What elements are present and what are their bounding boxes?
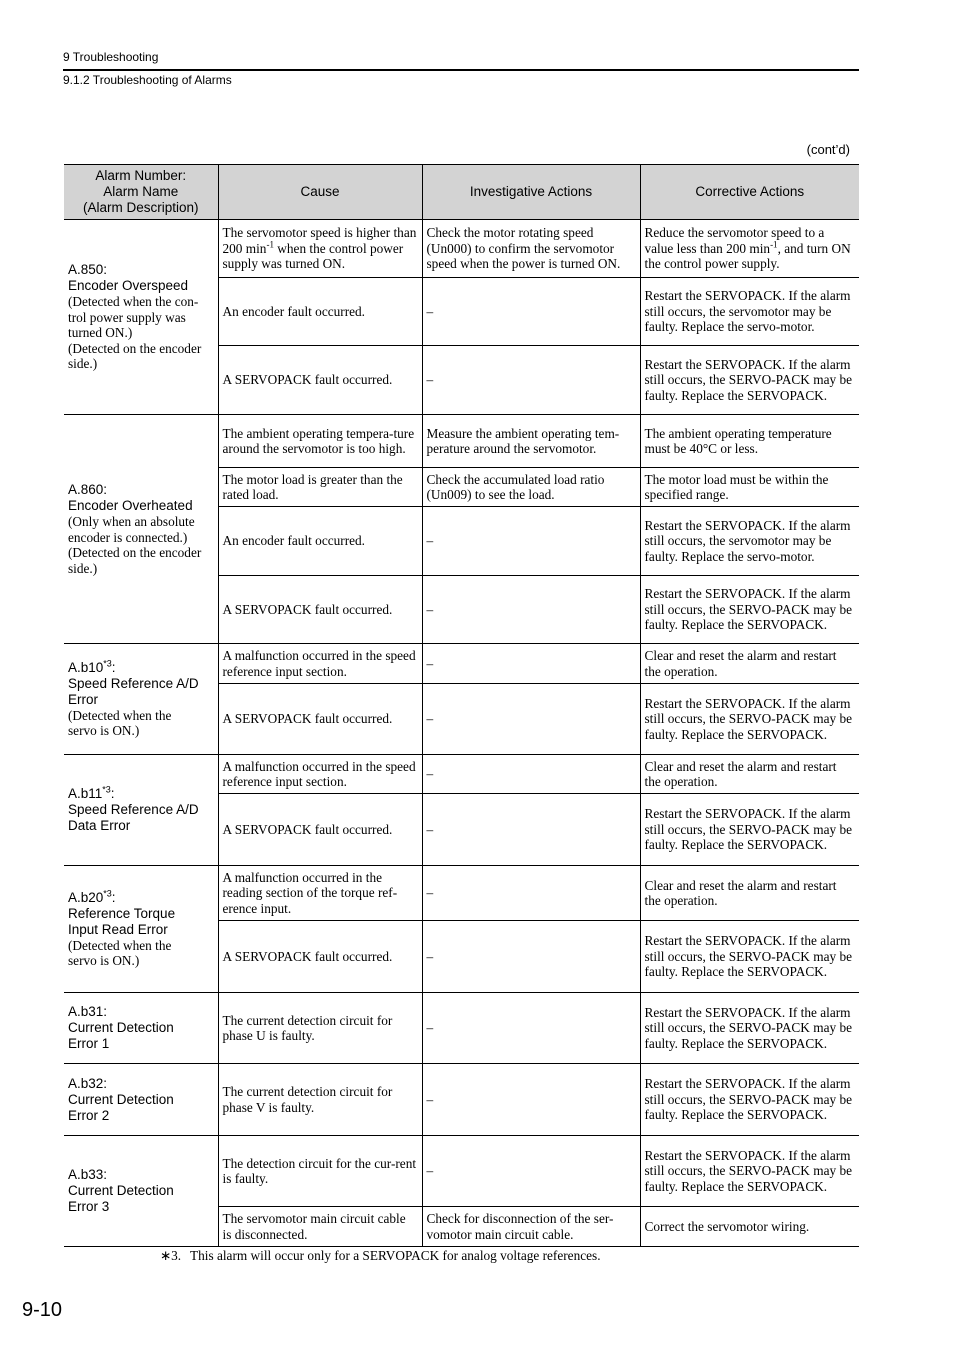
alarm-code-text: A.b20 (68, 889, 104, 905)
investigative-cell: – (422, 921, 640, 993)
table-row (64, 644, 859, 684)
column-header-investigative: Investigative Actions (422, 165, 640, 220)
alarm-cell (64, 866, 218, 993)
alarm-cell (64, 415, 218, 644)
corrective-cell: Correct the servomotor wiring. (640, 1207, 859, 1247)
footnote-text: This alarm will occur only for a SERVOPACK for analog voltage references. (190, 1248, 601, 1263)
alarm-description: (Only when an absolute encoder is connected.) (Detected on the encoder side.) (68, 514, 202, 576)
investigative-cell: Check the motor rotating speed (Un000) to confirm the servomotor speed when the power is turned ON. (422, 220, 640, 278)
column-header-alarm: Alarm Number: Alarm Name (Alarm Description) (64, 165, 218, 220)
header-rule (63, 69, 859, 71)
alarm-code-text: A.b10 (68, 659, 104, 675)
corrective-cell: The ambient operating temperature must be 40°C or less. (640, 415, 859, 468)
alarm-code: A.b20$^{*3}$: (68, 888, 116, 905)
alarm-cell (64, 1064, 218, 1136)
corrective-cell: Clear and reset the alarm and restart the operation. (640, 644, 859, 684)
alarm-description: (Detected when the servo is ON.) (68, 707, 172, 738)
alarm-cell (64, 755, 218, 866)
cause-cell: A malfunction occurred in the speed reference input section. (218, 644, 422, 684)
alarm-code-text: A.850 (68, 262, 104, 278)
table-row (64, 1136, 859, 1207)
alarm-name: Speed Reference A/D Data Error (68, 802, 199, 833)
corrective-cell (640, 220, 859, 278)
investigative-cell: – (422, 278, 640, 346)
alarm-description: (Detected when the servo is ON.) (68, 937, 172, 968)
alarm-description: (Detected when the con- trol power supply was turned ON.) (Detected on the encoder side.) (68, 294, 202, 372)
corrective-cell: Restart the SERVOPACK. If the alarm still occurs, the servomotor may be faulty. Replace the servo-motor. (640, 507, 859, 576)
correct-sup: -1 (770, 239, 778, 250)
alarm-cell (64, 1136, 218, 1247)
investigative-cell: Check for disconnection of the ser-vomotor main circuit cable. (422, 1207, 640, 1247)
correct-post: , and turn ON the control power supply. (644, 240, 851, 272)
investigative-cell: – (422, 684, 640, 755)
cause-cell: The motor load is greater than the rated load. (218, 468, 422, 507)
table-row (64, 755, 859, 794)
cause-cell: The current detection circuit for phase V is faulty. (218, 1064, 422, 1136)
alarm-code-text: A.b11 (68, 786, 103, 801)
alarm-code-text: A.860 (68, 482, 104, 497)
corrective-cell: Clear and reset the alarm and restart the operation. (640, 755, 859, 794)
cause-cell (218, 220, 422, 278)
cause-post: when the control power supply was turned ON. (222, 240, 404, 272)
cause-pre: The servomotor speed is higher than 200 min (222, 225, 417, 256)
table-row (64, 1064, 859, 1136)
alarm-code: A.b33: (68, 1167, 108, 1182)
corrective-cell: Restart the SERVOPACK. If the alarm still occurs, the SERVO-PACK may be faulty. Replace the SERVOPACK. (640, 1064, 859, 1136)
corrective-cell: Restart the SERVOPACK. If the alarm still occurs, the SERVO-PACK may be faulty. Replace the SERVOPACK. (640, 794, 859, 866)
cause-cell: A SERVOPACK fault occurred. (218, 576, 422, 644)
table-header-row (64, 165, 859, 220)
corrective-cell: Restart the SERVOPACK. If the alarm still occurs, the SERVO-PACK may be faulty. Replace the SERVOPACK. (640, 1136, 859, 1207)
cause-cell: A SERVOPACK fault occurred. (218, 684, 422, 755)
corrective-cell: Restart the SERVOPACK. If the alarm still occurs, the SERVO-PACK may be faulty. Replace the SERVOPACK. (640, 576, 859, 644)
alarm-code: A.b11$^{*3}$: (68, 784, 115, 801)
investigative-cell: – (422, 866, 640, 921)
investigative-cell: Check the accumulated load ratio (Un009) to see the load. (422, 468, 640, 507)
footnote-ref: *3 (102, 784, 111, 795)
cause-cell: An encoder fault occurred. (218, 507, 422, 576)
table-row (64, 220, 859, 278)
cause-cell: A SERVOPACK fault occurred. (218, 346, 422, 415)
column-header-corrective: Corrective Actions (640, 165, 859, 220)
alarm-name: Encoder Overspeed (68, 278, 189, 294)
corrective-cell: Restart the SERVOPACK. If the alarm still occurs, the servomotor may be faulty. Replace the servo-motor. (640, 278, 859, 346)
cause-sup: -1 (266, 239, 274, 250)
alarm-name: Speed Reference A/D Error (68, 675, 199, 707)
alarm-name: Encoder Overheated (68, 498, 193, 513)
investigative-cell: – (422, 755, 640, 794)
column-header-cause: Cause (218, 165, 422, 220)
corrective-cell: Restart the SERVOPACK. If the alarm still occurs, the SERVO-PACK may be faulty. Replace the SERVOPACK. (640, 346, 859, 415)
section-header: 9.1.2 Troubleshooting of Alarms (63, 73, 232, 87)
investigative-cell: – (422, 346, 640, 415)
continued-label: (cont’d) (806, 142, 850, 157)
corrective-cell: Clear and reset the alarm and restart the operation. (640, 866, 859, 921)
cause-cell: A SERVOPACK fault occurred. (218, 921, 422, 993)
cause-cell: The current detection circuit for phase U is faulty. (218, 993, 422, 1064)
alarm-code: A.b31: (68, 1004, 108, 1019)
corrective-cell: Restart the SERVOPACK. If the alarm still occurs, the SERVO-PACK may be faulty. Replace the SERVOPACK. (640, 921, 859, 993)
alarm-code-text: A.b33 (68, 1167, 104, 1182)
alarm-name: Reference Torque Input Read Error (68, 905, 176, 937)
alarm-code-text: A.b32 (68, 1075, 104, 1091)
footnote-ref: *3 (103, 658, 112, 668)
page-number: 9-10 (22, 1299, 63, 1321)
footnote-ref: *3 (103, 888, 112, 898)
alarm-code: A.b32: (68, 1075, 108, 1091)
alarm-code: A.860: (68, 482, 108, 497)
alarm-name: Current Detection Error 2 (68, 1091, 174, 1123)
corrective-cell: The motor load must be within the specified range. (640, 468, 859, 507)
footnote (160, 1248, 601, 1264)
alarm-code: A.b10$^{*3}$: (68, 658, 116, 675)
table-row (64, 993, 859, 1064)
cause-cell: The servomotor main circuit cable is disconnected. (218, 1207, 422, 1247)
alarm-code-text: A.b31 (68, 1004, 104, 1019)
alarm-name: Current Detection Error 3 (68, 1183, 174, 1214)
alarm-cell (64, 993, 218, 1064)
correct-pre: Reduce the servomotor speed to a value less than 200 min (644, 225, 825, 256)
investigative-cell: – (422, 1064, 640, 1136)
cause-cell: The ambient operating tempera-ture around the servomotor is too high. (218, 415, 422, 468)
alarm-table (64, 164, 859, 1247)
cause-cell: A SERVOPACK fault occurred. (218, 794, 422, 866)
investigative-cell: – (422, 507, 640, 576)
investigative-cell: Measure the ambient operating tem-perature around the servomotor. (422, 415, 640, 468)
alarm-name: Current Detection Error 1 (68, 1020, 174, 1051)
table-row (64, 866, 859, 921)
alarm-code: A.850: (68, 262, 108, 278)
alarm-cell (64, 644, 218, 755)
cause-cell: A malfunction occurred in the speed reference input section. (218, 755, 422, 794)
investigative-cell: – (422, 993, 640, 1064)
cause-cell: The detection circuit for the cur-rent is faulty. (218, 1136, 422, 1207)
corrective-cell: Restart the SERVOPACK. If the alarm still occurs, the SERVO-PACK may be faulty. Replace the SERVOPACK. (640, 993, 859, 1064)
investigative-cell: – (422, 1136, 640, 1207)
corrective-cell: Restart the SERVOPACK. If the alarm still occurs, the SERVO-PACK may be faulty. Replace the SERVOPACK. (640, 684, 859, 755)
cause-cell: A malfunction occurred in the reading section of the torque ref-erence input. (218, 866, 422, 921)
investigative-cell: – (422, 794, 640, 866)
investigative-cell: – (422, 644, 640, 684)
investigative-cell: – (422, 576, 640, 644)
table-row (64, 415, 859, 468)
footnote-mark: ∗3. (160, 1248, 182, 1263)
chapter-header: 9 Troubleshooting (63, 50, 159, 64)
alarm-cell (64, 220, 218, 415)
cause-cell: An encoder fault occurred. (218, 278, 422, 346)
